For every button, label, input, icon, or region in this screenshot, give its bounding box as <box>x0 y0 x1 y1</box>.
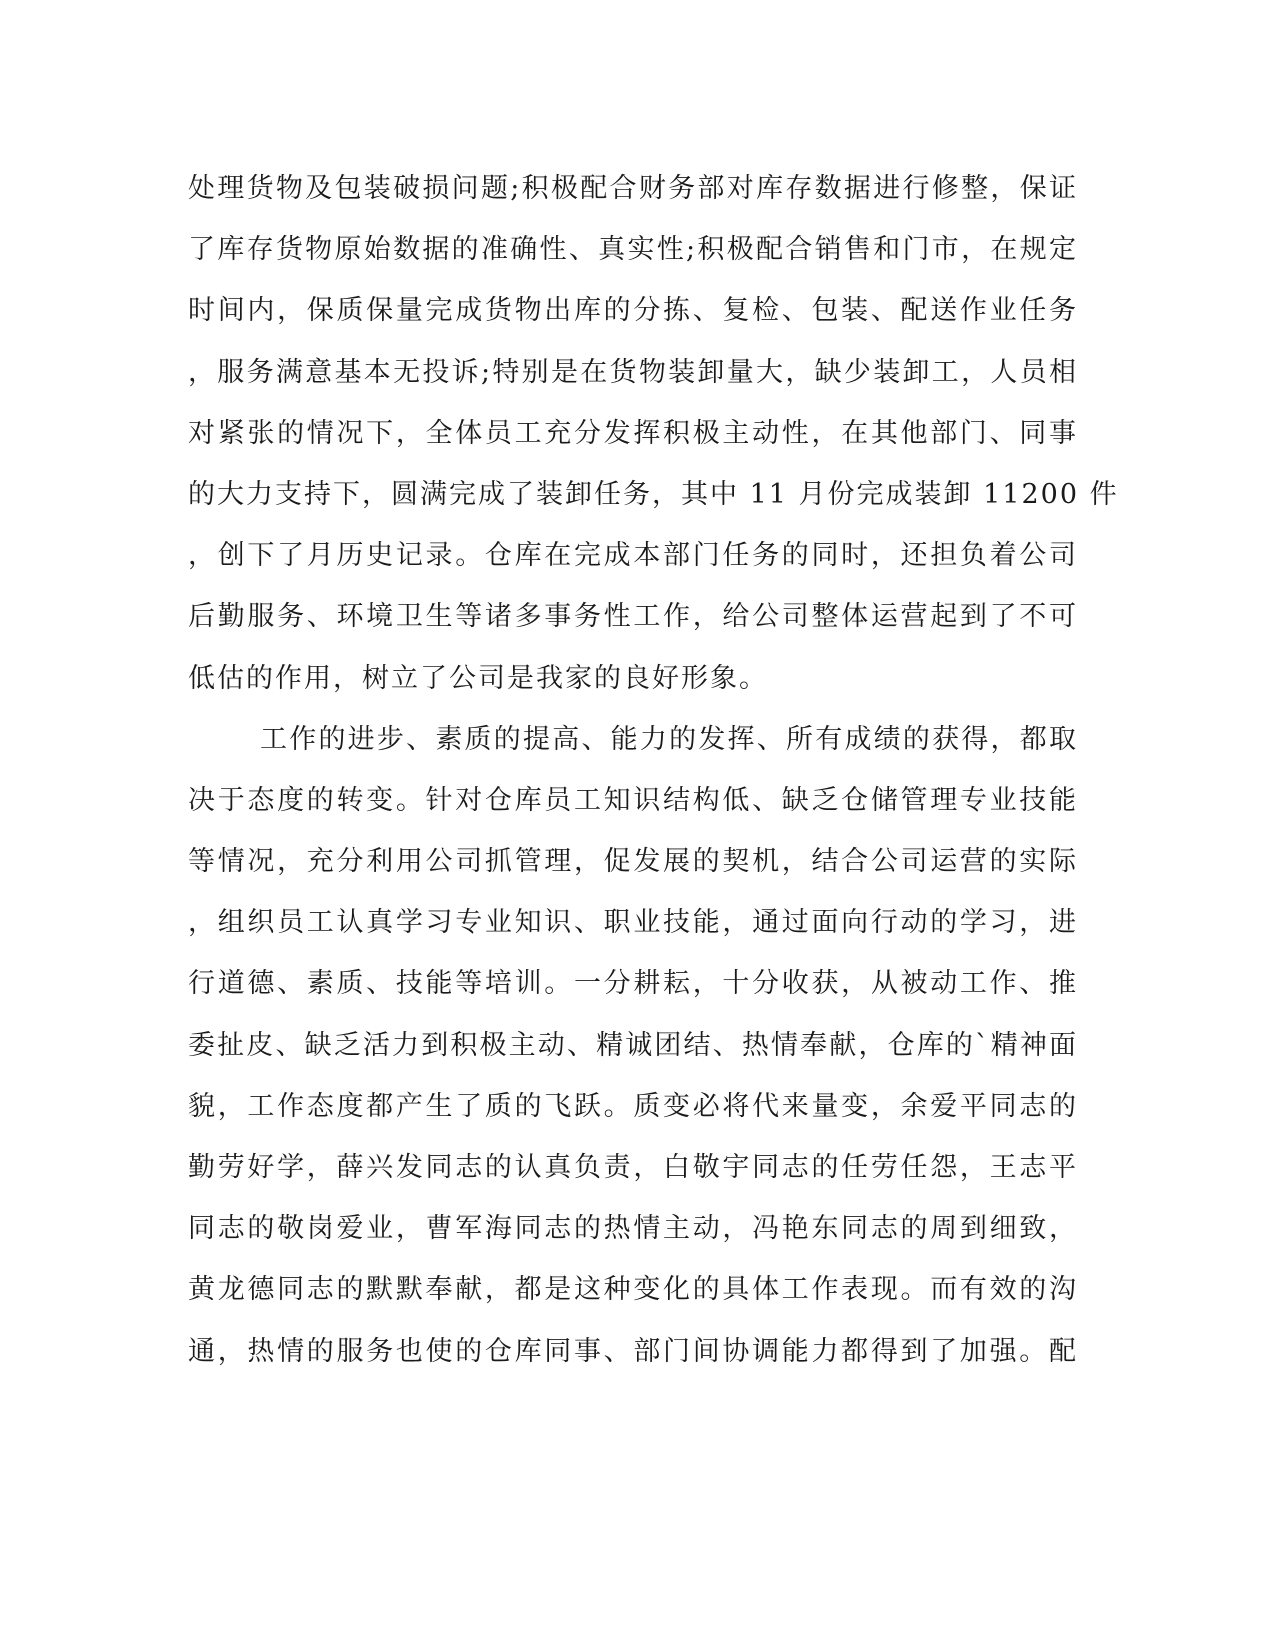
paragraph-2 <box>188 709 1078 1382</box>
paragraph-line: 工作的进步、素质的提高、能力的发挥、所有成绩的获得，都取 <box>260 723 1078 755</box>
paragraph-line: ，组织员工认真学习专业知识、职业技能，通过面向行动的学习，进 <box>188 907 1078 939</box>
paragraph-line: ，服务满意基本无投诉;特别是在货物装卸量大，缺少装卸工，人员相 <box>188 356 1078 388</box>
paragraph-line: 决于态度的转变。针对仓库员工知识结构低、缺乏仓储管理专业技能 <box>188 784 1078 816</box>
paragraph-line: 行道德、素质、技能等培训。一分耕耘，十分收获，从被动工作、推 <box>188 968 1078 1000</box>
document-body <box>188 158 1119 1382</box>
paragraph-line: 勤劳好学，薛兴发同志的认真负责，白敬宇同志的任劳任怨，王志平 <box>188 1152 1078 1183</box>
paragraph-line: 了库存货物原始数据的准确性、真实性;积极配合销售和门市，在规定 <box>188 234 1078 266</box>
paragraph-line: 同志的敬岗爱业，曹军海同志的热情主动，冯艳东同志的周到细致， <box>188 1213 1078 1245</box>
paragraph-line: 的大力支持下，圆满完成了装卸任务，其中 11 月份完成装卸 11200 件 <box>188 478 1119 510</box>
paragraph-line: 黄龙德同志的默默奉献，都是这种变化的具体工作表现。而有效的沟 <box>188 1274 1078 1306</box>
paragraph-line: 等情况，充分利用公司抓管理，促发展的契机，结合公司运营的实际 <box>188 846 1078 878</box>
paragraph-line: 貌，工作态度都产生了质的飞跃。质变必将代来量变，余爱平同志的 <box>188 1090 1078 1122</box>
paragraph-line: 通，热情的服务也使的仓库同事、部门间协调能力都得到了加强。配 <box>188 1335 1078 1367</box>
paragraph-line: ，创下了月历史记录。仓库在完成本部门任务的同时，还担负着公司 <box>188 540 1078 572</box>
paragraph-line: 对紧张的情况下，全体员工充分发挥积极主动性，在其他部门、同事 <box>188 417 1078 449</box>
paragraph-line: 时间内，保质保量完成货物出库的分拣、复检、包装、配送作业任务 <box>188 295 1078 327</box>
paragraph-line: 处理货物及包装破损问题;积极配合财务部对库存数据进行修整，保证 <box>188 173 1078 204</box>
paragraph-line: 低估的作用，树立了公司是我家的良好形象。 <box>188 662 768 694</box>
paragraph-1 <box>188 158 1119 709</box>
paragraph-line: 后勤服务、环境卫生等诸多事务性工作，给公司整体运营起到了不可 <box>188 601 1078 633</box>
paragraph-line: 委扯皮、缺乏活力到积极主动、精诚团结、热情奉献，仓库的`精神面 <box>188 1029 1078 1061</box>
